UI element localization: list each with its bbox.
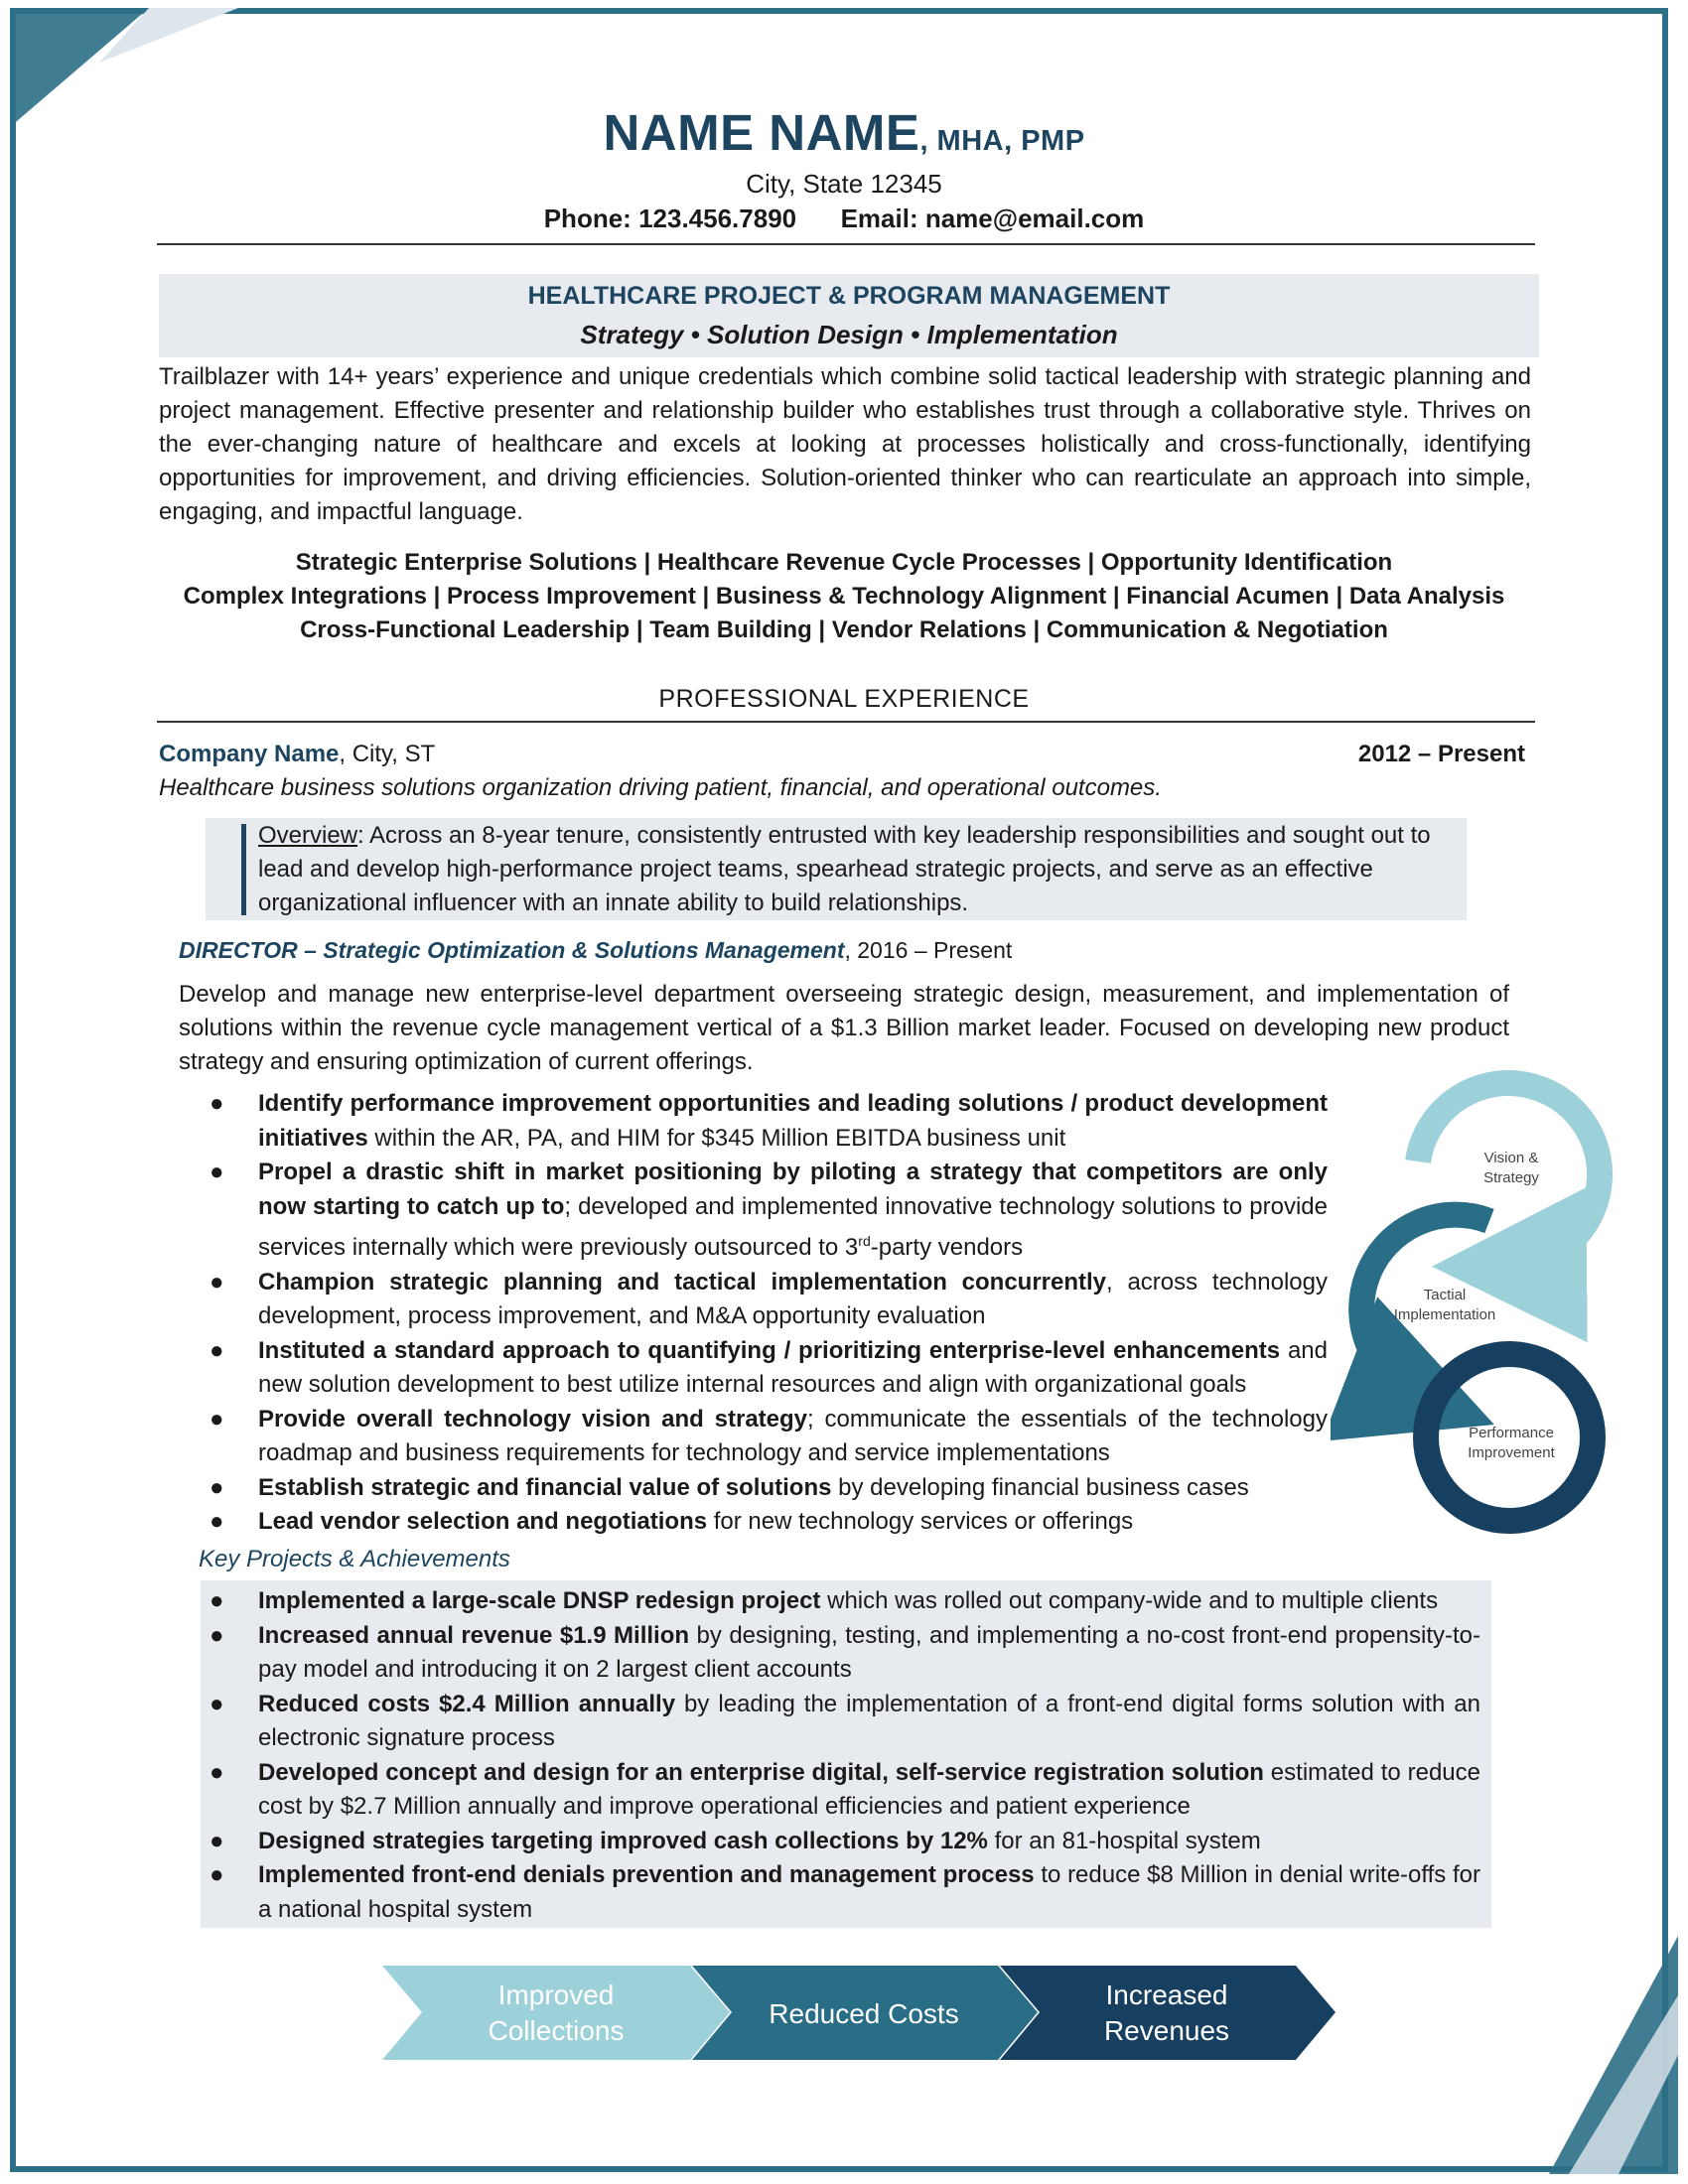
job-dates: 2012 – Present [1357,741,1525,767]
list-item: ● Increased annual revenue $1.9 Million by designing, testing, and implementing a no-cost front-end propensity-to-pay model and introducing it on 2 largest client accounts [210,1621,1480,1683]
results-arrow-banner [382,1961,1336,2065]
duty-sup: rd [858,1233,871,1249]
arrow-label: Improved [497,1979,615,2010]
duty-bold: Propel a drastic shift in market positioning by piloting a strategy that competitors are only now starting to catch up to [258,1159,1328,1220]
credentials: , MHA, PMP [919,125,1085,157]
list-item: ● Identify performance improvement opportunities and leading solutions / product development initiatives within the AR, PA, and HIM for $345 Million EBITDA business unit [210,1090,1328,1152]
stage-label: Performance [1469,1425,1554,1441]
stage-label: Tactial [1423,1287,1467,1303]
bottom-right-corner-decoration [1509,1936,1678,2174]
duty-text: for new technology services or offerings [707,1508,1134,1535]
company-line [159,741,435,768]
list-item: ● Champion strategic planning and tactical implementation concurrently, across technology development, process improvement, and M&A opportunity evaluation [210,1268,1328,1329]
subtitle-part: Implementation [926,320,1118,349]
duty-text: -party vendors [870,1234,1024,1261]
arrow-label: Reduced Costs [769,1998,959,2029]
arrow-label: Collections [488,2015,625,2046]
list-item: ● Implemented front-end denials prevention and management process to reduce $8 Million in denial write-offs for a national hospital system [210,1861,1480,1923]
bullet-separator: • [690,320,700,349]
duty-text: ; communicate the essentials of the technology roadmap and business requirements for technology and service implementations [258,1405,1328,1466]
summary-paragraph: Trailblazer with 14+ years’ experience and unique credentials which combine solid tactical leadership with strategic planning and project management. Effective presenter and relationship builder who establishes trust through a collaborative style. Thrives on the ever-changing nature of healthcare and excels at looking at processes holistically and cross-functionally, identifying opportunities for improvement, and driving efficiencies. Solution-oriented thinker who can rearticulate an approach into simple, engaging, and impactful language. [159,363,1531,525]
list-item: ● Establish strategic and financial value of solutions by developing financial business cases [210,1473,1249,1501]
subtitle-part: Strategy [580,320,684,349]
headline-subtitle [159,320,1539,350]
duty-text: ; developed and implemented innovative technology solutions to provide services internally which were previously outsourced to 3 [258,1192,1328,1261]
role-dates: , 2016 – Present [844,937,1013,963]
role-title: DIRECTOR – Strategic Optimization & Solutions Management [179,937,845,963]
company-description: Healthcare business solutions organization driving patient, financial, and operational outcomes. [159,774,1162,801]
achievement-bold: Developed concept and design for an enterprise digital, self-service registration solution [258,1758,1264,1786]
skills-line: Cross-Functional Leadership | Team Building | Vendor Relations | Communication & Negotiation [300,616,1388,643]
overview-body: : Across an 8-year tenure, consistently entrusted with key leadership responsibilities and sought out to lead and develop high-performance project teams, spearhead strategic projects, and serve as an effective organizational influencer with an innate ability to build relationships. [258,822,1431,916]
city-state: City, State 12345 [746,169,942,199]
company-location: , City, ST [339,741,436,767]
duty-bold: Provide overall technology vision and strategy [258,1405,808,1433]
bullet-separator: • [911,320,920,349]
overview-label: Overview [258,822,358,849]
list-item: ● Propel a drastic shift in market positioning by piloting a strategy that competitors are only now starting to catch up to; developed and implemented innovative technology solutions to provide services internally which were previously outsourced to 3rd-party vendors [210,1159,1328,1261]
duty-text: , across technology development, process improvement, and M&A opportunity evaluation [258,1268,1328,1329]
email-address: name@email.com [924,204,1145,233]
skills-line: Strategic Enterprise Solutions | Healthcare Revenue Cycle Processes | Opportunity Identification [295,549,1393,576]
list-item: ● Implemented a large-scale DNSP redesign project which was rolled out company-wide and to multiple clients [210,1587,1439,1614]
list-item: ● Developed concept and design for an enterprise digital, self-service registration solution estimated to reduce cost by $2.7 Million annually and improve operational efficiencies and patient experience [210,1758,1480,1820]
achievement-bold: Increased annual revenue $1.9 Million [258,1621,690,1649]
key-projects-label: Key Projects & Achievements [199,1546,510,1572]
section-rule [157,721,1535,723]
list-item: ● Designed strategies targeting improved cash collections by 12% for an 81-hospital system [210,1827,1261,1854]
email-label: Email: [840,204,925,233]
duty-bold: Establish strategic and financial value of solutions [258,1473,832,1501]
list-item: ● Reduced costs $2.4 Million annually by leading the implementation of a front-end digital forms solution with an electronic signature process [210,1690,1480,1751]
duty-bold: Lead vendor selection and negotiations [258,1508,708,1535]
achievement-text: by leading the implementation of a front-end digital forms solution with an electronic signature process [258,1690,1480,1751]
stage-label: Strategy [1483,1169,1539,1186]
subtitle-part: Solution Design [707,320,904,349]
stage-label: Improvement [1468,1444,1555,1461]
skills-line: Complex Integrations | Process Improvement | Business & Technology Alignment | Financial Acumen | Data Analysis [183,583,1505,610]
skills-block [119,546,1569,647]
resume-name [0,103,1688,162]
headline-title: HEALTHCARE PROJECT & PROGRAM MANAGEMENT [527,282,1171,310]
achievement-text: by designing, testing, and implementing a no-cost front-end propensity-to-pay model and introducing it on 2 largest client accounts [258,1621,1480,1683]
achievement-text: which was rolled out company-wide and to multiple clients [820,1587,1439,1614]
contact-line [0,204,1688,234]
section-title: PROFESSIONAL EXPERIENCE [658,685,1030,713]
achievement-text: for an 81-hospital system [987,1827,1261,1854]
arrow-label: Increased [1105,1979,1228,2010]
achievements-list [179,1584,1480,1927]
achievement-text: to reduce $8 Million in denial write-offs for a national hospital system [258,1861,1480,1923]
stage-label: Implementation [1393,1306,1496,1323]
phone-label: Phone: [543,204,639,233]
stage-label: Vision & [1483,1150,1539,1166]
arrow-label: Revenues [1103,2015,1230,2046]
duty-bold: Instituted a standard approach to quantifying / prioritizing enterprise-level enhancements [258,1336,1281,1364]
achievement-bold: Designed strategies targeting improved cash collections by 12% [258,1827,988,1854]
cycle-diagram [1331,1057,1628,1539]
duties-list [179,1087,1328,1540]
role-line [179,937,1012,964]
list-item: ● Lead vendor selection and negotiations for new technology services or offerings [210,1508,1134,1535]
list-item: ● Instituted a standard approach to quantifying / prioritizing enterprise-level enhancements and new solution development to best utilize internal resources and align with organizational goals [210,1336,1328,1398]
achievement-bold: Implemented a large-scale DNSP redesign project [258,1587,821,1614]
phone-number: 123.456.7890 [638,204,797,233]
duty-bold: Champion strategic planning and tactical implementation concurrently [258,1268,1107,1296]
company-name: Company Name [159,741,340,767]
duty-text: by developing financial business cases [831,1473,1249,1501]
role-description: Develop and manage new enterprise-level department overseeing strategic design, measurement, and implementation of solutions within the revenue cycle management vertical of a $1.3 Billion market leader. Focused on developing new product strategy and ensuring optimization of current offerings. [179,981,1509,1075]
overview-text [258,819,1460,920]
list-item: ● Provide overall technology vision and strategy; communicate the essentials of the technology roadmap and business requirements for technology and service implementations [210,1405,1328,1466]
achievement-text: estimated to reduce cost by $2.7 Million annually and improve operational efficiencies and patient experience [258,1758,1480,1820]
duty-text: and new solution development to best utilize internal resources and align with organizational goals [258,1336,1328,1398]
achievement-bold: Reduced costs $2.4 Million annually [258,1690,676,1717]
duty-bold: Identify performance improvement opportunities and leading solutions / product development initiatives [258,1090,1328,1152]
name-text: NAME NAME [603,104,920,161]
header-rule [157,243,1535,245]
achievement-bold: Implemented front-end denials prevention and management process [258,1861,1035,1888]
duty-text: within the AR, PA, and HIM for $345 Million EBITDA business unit [367,1124,1066,1152]
overview-accent-bar [241,824,246,915]
